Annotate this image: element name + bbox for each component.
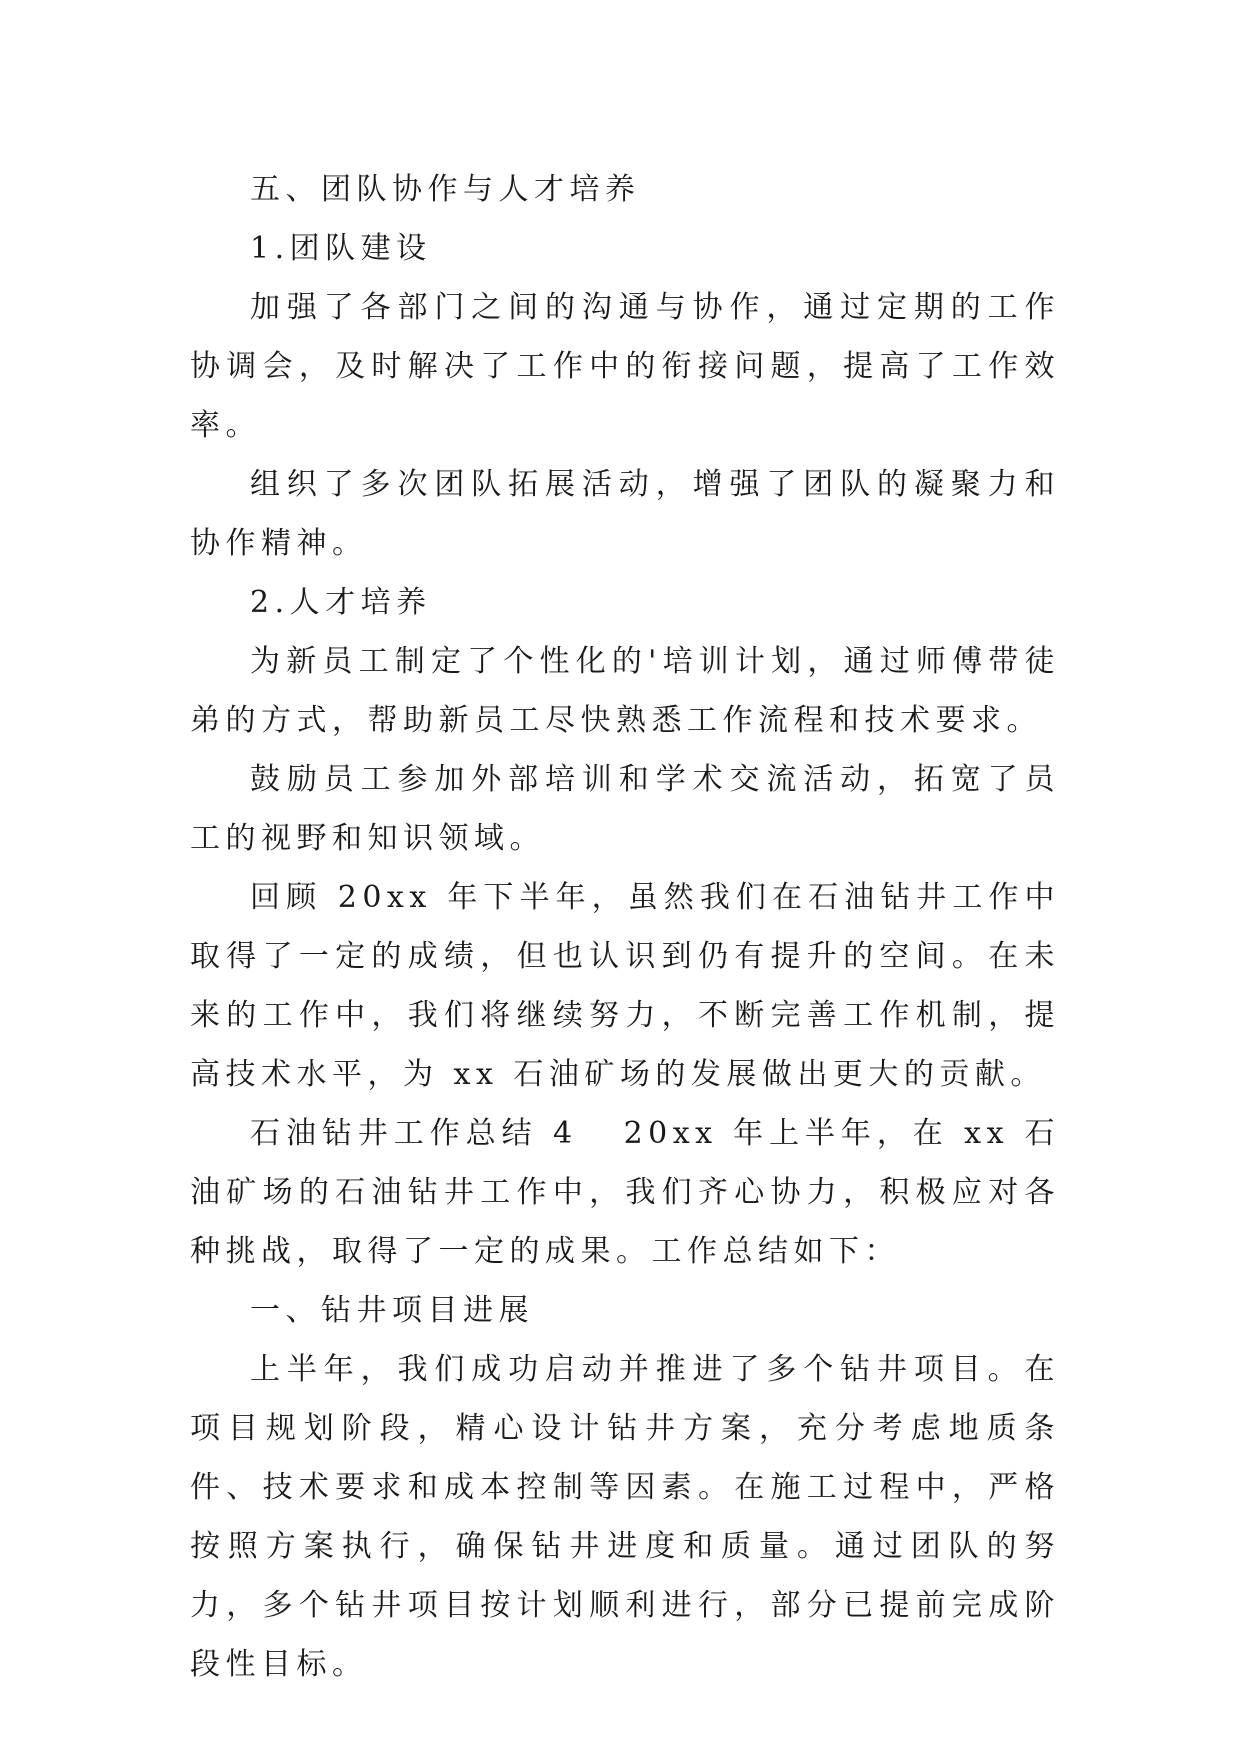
section-heading-team: 五、团队协作与人才培养 xyxy=(250,172,641,207)
summary-4-title: 石油钻井工作总结 4 xyxy=(250,1116,578,1151)
paragraph-new-staff-training: 为新员工制定了个性化的'培训计划，通过师傅带徒弟的方式，帮助新员工尽快熟悉工作流程和技术要求。 xyxy=(190,644,1060,738)
paragraph-drilling-progress: 上半年，我们成功启动并推进了多个钻井项目。在项目规划阶段，精心设计钻井方案，充分考虑地质条件、技术要求和成本控制等因素。在施工过程中，严格按照方案执行，确保钻井进度和质量。通过团队的努力，多个钻井项目按计划顺利进行，部分已提前完成阶段性目标。 xyxy=(190,1352,1060,1682)
summary-4-text: 20xx 年上半年，在 xx 石油矿场的石油钻井工作中，我们齐心协力，积极应对各种挑战，取得了一定的成果。工作总结如下： xyxy=(190,1116,1060,1269)
document-body xyxy=(190,160,1060,1694)
paragraph-review: 回顾 20xx 年下半年，虽然我们在石油钻井工作中取得了一定的成绩，但也认识到仍有提升的空间。在未来的工作中，我们将继续努力，不断完善工作机制，提高技术水平，为 xx 石油矿场的发展做出更大的贡献。 xyxy=(190,880,1060,1092)
section-heading-drilling: 一、钻井项目进展 xyxy=(250,1293,534,1328)
paragraph-summary-4 xyxy=(190,1104,1060,1281)
paragraph-team-activities: 组织了多次团队拓展活动，增强了团队的凝聚力和协作精神。 xyxy=(190,467,1060,561)
subheading-team-building: 1.团队建设 xyxy=(250,231,432,266)
paragraph-communication: 加强了各部门之间的沟通与协作，通过定期的工作协调会，及时解决了工作中的衔接问题，提高了工作效率。 xyxy=(190,290,1060,443)
paragraph-external-training: 鼓励员工参加外部培训和学术交流活动，拓宽了员工的视野和知识领域。 xyxy=(190,762,1060,856)
subheading-talent-training: 2.人才培养 xyxy=(250,585,432,620)
